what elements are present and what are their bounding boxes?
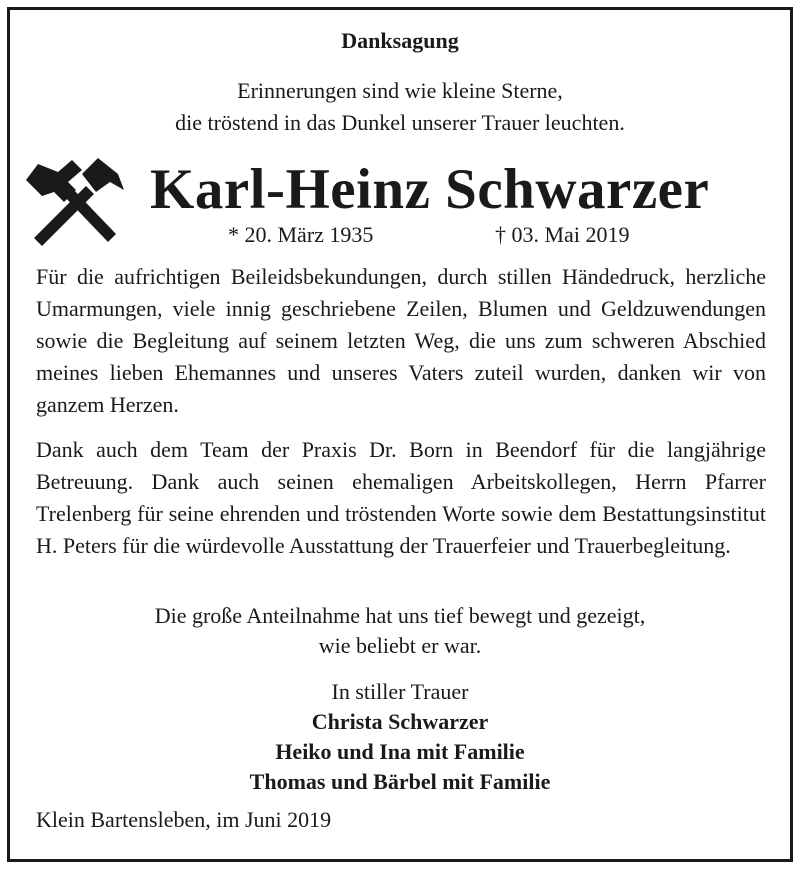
closing-text [0,601,800,661]
birth-date: * 20. März 1935 [228,222,374,247]
quote-line-1: Erinnerungen sind wie kleine Sterne, [237,78,563,103]
notice-heading: Danksagung [341,28,459,53]
thanks-paragraph-2: Dank auch dem Team der Praxis Dr. Born in Beendorf für die langjährige Betreuung. Dank auch seinen ehemaligen Arbeitskollegen, Herrn Pfarrer Trelenberg für seine ehrenden und tröstenden Worte sowie dem Bestattungsinstitut H. Peters für die würdevolle Ausstattung der Trauerfeier und Trauerbegleitung. [36,437,766,558]
closing-line-2: wie beliebt er war. [318,633,482,658]
quote-line-2: die tröstend in das Dunkel unserer Trauer leuchten. [175,110,625,135]
quote [0,75,800,139]
closing-line-1: Die große Anteilnahme hat uns tief bewegt und gezeigt, [154,603,646,628]
mourner-3: Thomas und Bärbel mit Familie [249,769,551,794]
thanks-paragraph-1: Für die aufrichtigen Beileidsbekundungen, durch stillen Händedruck, herzliche Umarmungen, viele innig geschriebene Zeilen, Blumen und Geldzuwendungen sowie die Begleitung auf seinem letzten Weg, die uns zum schweren Abschied meines lieben Ehemannes und unseres Vaters zuteil wurden, danken wir von ganzem Herzen. [36,264,766,417]
mourning-intro: In stiller Trauer [331,679,469,704]
mourners-signature [0,677,800,797]
death-date: † 03. Mai 2019 [495,222,630,247]
place-and-date: Klein Bartensleben, im Juni 2019 [36,807,332,832]
deceased-name: Karl-Heinz Schwarzer [150,158,710,221]
mourner-1: Christa Schwarzer [311,709,489,734]
hammer-and-pick-icon [24,152,124,252]
mourner-2: Heiko und Ina mit Familie [275,739,525,764]
